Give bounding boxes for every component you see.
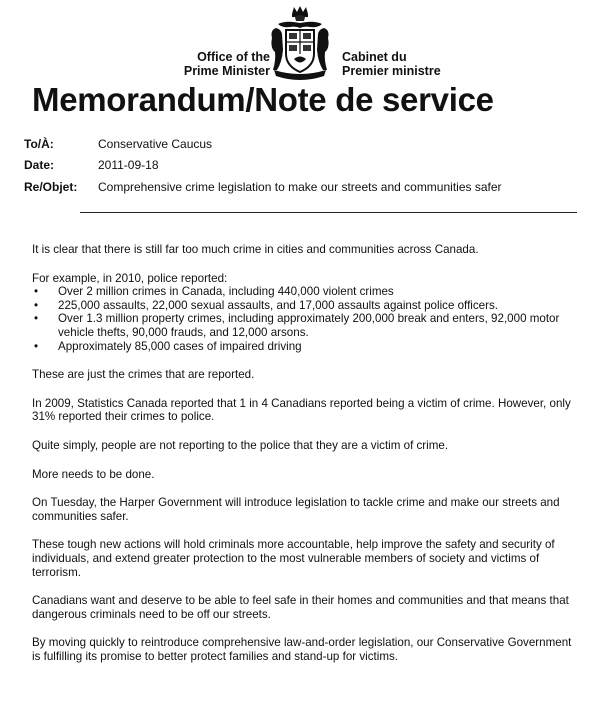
bullet-icon: •	[34, 285, 39, 299]
paragraph-7: On Tuesday, the Harper Government will introduce legislation to tackle crime and make our streets and communities safer.	[32, 496, 560, 523]
meta-to-row	[24, 137, 212, 151]
paragraph-5: Quite simply, people are not reporting to the police that they are a victim of crime.	[32, 438, 449, 452]
list-item	[32, 299, 577, 313]
list-item-text: Over 2 million crimes in Canada, including 440,000 violent crimes	[58, 285, 394, 299]
coat-of-arms-icon	[264, 4, 336, 84]
header-divider	[80, 212, 577, 213]
list-item-text: Approximately 85,000 cases of impaired driving	[58, 339, 302, 353]
paragraph-1: It is clear that there is still far too much crime in cities and communities across Canada.	[32, 243, 479, 256]
to-value: Conservative Caucus	[98, 137, 213, 151]
paragraph-3: These are just the crimes that are reported.	[32, 368, 255, 382]
meta-subject-row	[24, 180, 502, 194]
paragraph-10: By moving quickly to reintroduce comprehensive law-and-order legislation, our Conservative Government is fulfilling its promise to better protect families and stand-up for victims.	[32, 636, 572, 663]
office-en-line2: Prime Minister	[183, 64, 270, 78]
paragraph-2-lead: For example, in 2010, police reported:	[32, 271, 228, 285]
list-item	[32, 285, 577, 299]
date-value: 2011-09-18	[98, 158, 159, 172]
meta-date-row	[24, 158, 159, 172]
bullet-icon: •	[34, 339, 39, 353]
cabinet-du-premier-ministre	[342, 50, 441, 78]
subject-label: Re/Objet:	[24, 180, 78, 194]
paragraph-6: More needs to be done.	[32, 467, 155, 481]
bullet-icon: •	[34, 298, 39, 312]
office-fr-line2: Premier ministre	[342, 64, 441, 78]
date-label: Date:	[24, 158, 55, 172]
bullet-icon: •	[34, 312, 39, 326]
subject-value: Comprehensive crime legislation to make our streets and communities safer	[98, 180, 502, 194]
office-en-line1: Office of the	[197, 50, 270, 64]
office-fr-line1: Cabinet du	[342, 50, 407, 64]
paragraph-4: In 2009, Statistics Canada reported that 1 in 4 Canadians reported being a victim of crime. However, only 31% reported their crimes to police.	[32, 396, 571, 424]
list-item-text: 225,000 assaults, 22,000 sexual assaults, and 17,000 assaults against police officers.	[58, 298, 498, 312]
office-of-the-prime-minister	[184, 50, 270, 78]
paragraph-8: These tough new actions will hold criminals more accountable, help improve the safety and security of individuals, and extend greater protection to the most vulnerable members of society and victims of terrorism.	[32, 538, 555, 579]
crime-statistics-list	[32, 285, 577, 353]
memo-title: Memorandum/Note de service	[32, 81, 494, 118]
list-item	[32, 340, 577, 354]
memo-body	[32, 243, 577, 678]
paragraph-9: Canadians want and deserve to be able to feel safe in their homes and communities and that means that dangerous criminals need to be off our streets.	[32, 594, 569, 621]
to-label: To/À:	[24, 137, 54, 151]
list-item	[32, 312, 577, 339]
list-item-text: Over 1.3 million property crimes, including approximately 200,000 break and enters, 92,000 motor vehicle thefts, 90,000 frauds, and 12,000 arsons.	[58, 312, 560, 339]
